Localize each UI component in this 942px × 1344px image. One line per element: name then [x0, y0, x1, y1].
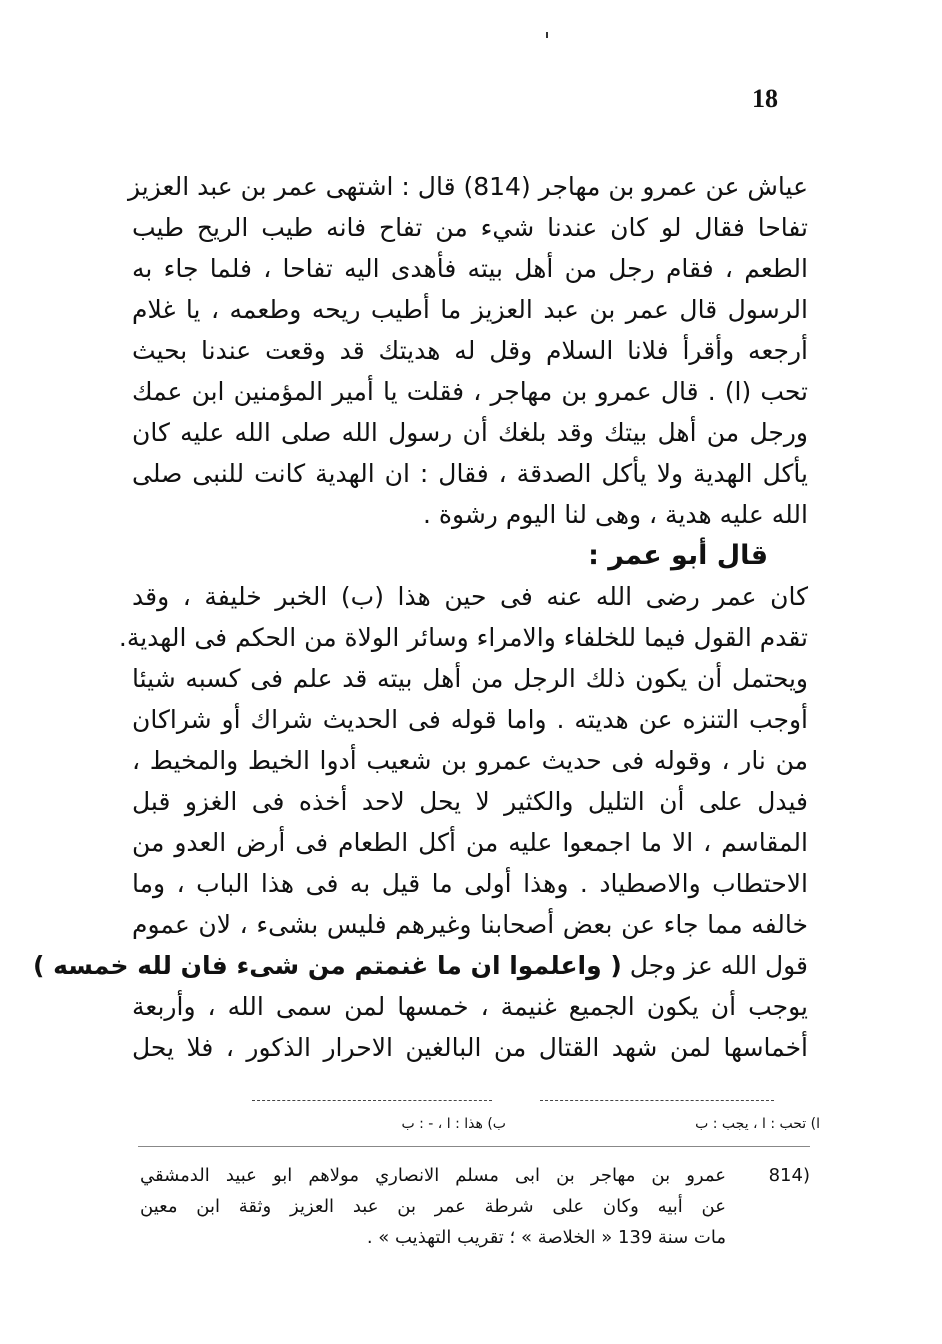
footnote-line: عمرو بن مهاجر بن ابى مسلم الانصاري مولاهم ابو عبيد الدمشقي: [140, 1165, 726, 1186]
page-number: 18: [752, 84, 778, 113]
text-line: الله عليه هدية ، وهى لنا اليوم رشوة .: [422, 500, 808, 529]
footnote-line: عن أبيه وكان على شرطة عمر بن عبد العزيز وثقة ابن معين: [140, 1196, 726, 1217]
text-line: يأكل الهدية ولا يأكل الصدقة ، فقال : ان الهدية كانت للنبى صلى: [132, 459, 808, 488]
text-line: كان عمر رضى الله عنه فى حين هذا (ب) الخبر خليفة ، وقد: [132, 582, 808, 611]
footnote-text: [140, 1160, 726, 1253]
variant-note-a: ا) تحب : ا ، يجب : ب: [695, 1116, 820, 1132]
variants-rule-left: [252, 1100, 492, 1101]
text-line: أخماسها لمن شهد القتال من البالغين الاحرار الذكور ، فلا يحل: [132, 1033, 808, 1062]
variant-note-b: ب) هذا : ا ، - : ب: [401, 1116, 506, 1132]
text-line: من نار ، وقوله فى حديث عمرو بن شعيب أدوا الخيط والمخيط ،: [132, 746, 808, 775]
main-text-block: [32, 166, 808, 1068]
text-line: تقدم القول فيما للخلفاء والامراء وسائر الولاة من الحكم فى الهدية.: [118, 623, 808, 652]
text-line: أرجعه وأقرأ فلانا السلام وقل له هديتك قد وقعت عندنا بحيث: [132, 336, 808, 365]
quran-line-prefix: قول الله عز وجل: [621, 951, 808, 980]
textual-variants: [250, 1112, 820, 1136]
text-line: عياش عن عمرو بن مهاجر (814) قال : اشتهى عمر بن عبد العزيز: [127, 172, 808, 201]
footnote-line: مات سنة 139 « الخلاصة » ؛ تقريب التهذيب » .: [366, 1227, 726, 1248]
scan-artifact-mark: [546, 32, 548, 38]
text-line: خالفه مما جاء عن بعض أصحابنا وغيرهم فليس بشىء ، لان عموم: [132, 910, 808, 939]
quran-quote: ( واعلموا ان ما غنمتم من شىء فان لله خمسه ): [32, 951, 622, 980]
text-line: فيدل على أن التليل والكثير لا يحل لاحد أخذه فى الغزو قبل: [132, 787, 808, 816]
text-line: أوجب التنزه عن هديته . واما قوله فى الحديث شراك أو شراكان: [132, 705, 808, 734]
section-heading: قال أبو عمر :: [588, 540, 768, 571]
variants-rule-right: [540, 1100, 774, 1101]
text-line: تفاحا فقال لو كان عندنا شيء من تفاح فانه طيب الريح طيب: [132, 213, 808, 242]
text-line: تحب (ا) . قال عمرو بن مهاجر ، فقلت يا أمير المؤمنين ابن عمك: [132, 377, 808, 406]
footnote-number: (814: [768, 1165, 810, 1186]
quran-citation-line: [32, 945, 808, 986]
text-line: ورجل من أهل بيتك وقد بلغك أن رسول الله صلى الله عليه كان: [132, 418, 808, 447]
text-line: الاحتطاب والاصطياد . وهذا أولى ما قيل به فى هذا الباب ، وما: [132, 869, 808, 898]
footnote-separator: [138, 1146, 810, 1147]
text-line: يوجب أن يكون الجميع غنيمة ، خمسها لمن سمى الله ، وأربعة: [132, 992, 808, 1021]
text-line: ويحتمل أن يكون ذلك الرجل من أهل بيته قد علم فى كسبه شيئا: [132, 664, 808, 693]
text-line: الطعم ، فقام رجل من أهل بيته فأهدى اليه تفاحا ، فلما جاء به: [132, 254, 808, 283]
text-line: المقاسم ، الا ما اجمعوا عليه من أكل الطعام فى أرض العدو من: [132, 828, 808, 857]
text-line: الرسول قال عمر بن عبد العزيز ما أطيب ريحه وطعمه ، يا غلام: [132, 295, 808, 324]
